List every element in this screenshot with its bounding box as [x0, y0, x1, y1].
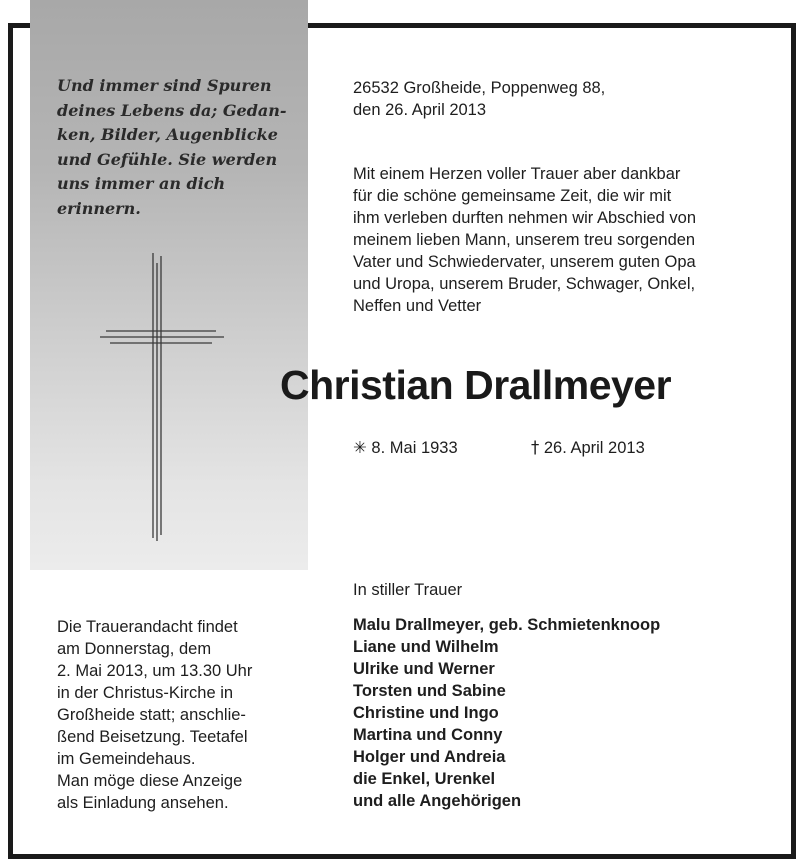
poem-line: ken, Bilder, Augenblicke — [57, 125, 278, 144]
poem-line: uns immer an dich — [57, 174, 226, 193]
mourner-entry: Martina und Conny — [353, 726, 503, 744]
date-line: den 26. April 2013 — [353, 101, 487, 119]
memorial-poem — [57, 74, 292, 221]
death-dagger-icon: † — [531, 438, 540, 457]
mourner-entry: und alle Angehörigen — [353, 792, 522, 810]
mourner-entry: Ulrike und Werner — [353, 660, 495, 678]
address-block — [353, 77, 605, 121]
poem-line: erinnern. — [57, 198, 141, 218]
mourner-entry: Malu Drallmeyer, geb. Schmietenknoop — [353, 616, 661, 634]
funeral-service-info — [57, 616, 252, 814]
death-date-text: 26. April 2013 — [543, 439, 645, 457]
mourner-entry: Liane und Wilhelm — [353, 638, 499, 656]
service-line: Die Trauerandacht findet — [57, 618, 238, 636]
mourner-entry: Torsten und Sabine — [353, 682, 506, 700]
birth-date-text: 8. Mai 1933 — [371, 439, 458, 457]
mourning-label: In stiller Trauer — [353, 581, 463, 599]
intro-line: meinem lieben Mann, unserem treu sorgenden — [353, 231, 696, 249]
mourner-entry: Christine und Ingo — [353, 704, 499, 722]
address-line: 26532 Großheide, Poppenweg 88, — [353, 79, 606, 97]
service-line: in der Christus-Kirche in — [57, 684, 234, 702]
cross-icon — [98, 253, 228, 543]
birth-date — [353, 438, 458, 458]
service-line: als Einladung ansehen. — [57, 794, 229, 812]
poem-line: deines Lebens da; Gedan- — [57, 100, 287, 120]
poem-line: und Gefühle. Sie werden — [57, 149, 278, 169]
service-line: Man möge diese Anzeige — [57, 772, 243, 790]
intro-line: und Uropa, unserem Bruder, Schwager, Onkel, — [353, 275, 696, 293]
poem-line: Und immer sind Spuren — [57, 76, 272, 95]
intro-text — [353, 163, 696, 317]
intro-line: ihm verleben durften nehmen wir Abschied von — [353, 209, 697, 227]
intro-line: Vater und Schwiedervater, unserem guten Opa — [353, 253, 696, 271]
deceased-name: Christian Drallmeyer — [280, 362, 672, 408]
birth-star-icon: ✳ — [353, 438, 367, 457]
mourner-entry: Holger und Andreia — [353, 748, 506, 766]
intro-line: Mit einem Herzen voller Trauer aber dankbar — [353, 165, 681, 183]
death-date — [531, 438, 645, 458]
service-line: 2. Mai 2013, um 13.30 Uhr — [57, 662, 253, 680]
service-line: im Gemeindehaus. — [57, 750, 196, 768]
service-line: ßend Beisetzung. Teetafel — [57, 728, 248, 746]
service-line: Großheide statt; anschlie- — [57, 706, 246, 724]
mourners-list — [353, 614, 660, 812]
intro-line: für die schöne gemeinsame Zeit, die wir mit — [353, 187, 672, 205]
intro-line: Neffen und Vetter — [353, 297, 482, 315]
service-line: am Donnerstag, dem — [57, 640, 212, 658]
mourner-entry: die Enkel, Urenkel — [353, 770, 496, 788]
